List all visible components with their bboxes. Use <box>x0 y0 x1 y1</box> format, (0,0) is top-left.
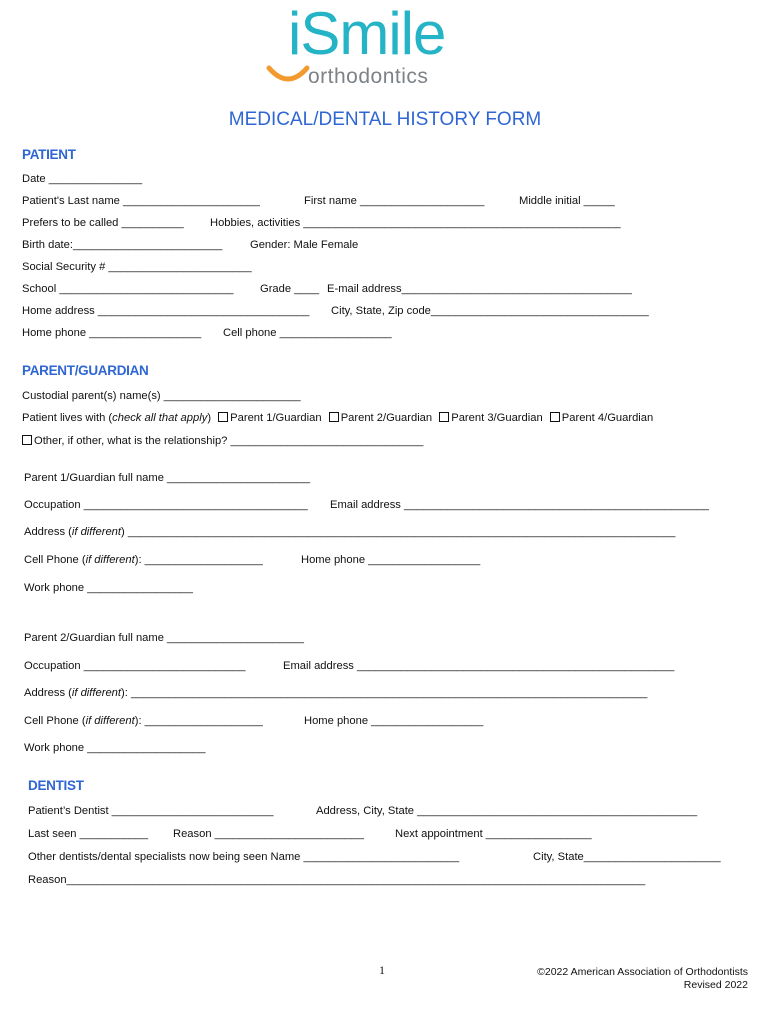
copyright-block <box>537 966 748 992</box>
parent2-name-field[interactable]: Parent 2/Guardian full name ______________________ <box>24 632 304 644</box>
parent2-work-phone-field[interactable]: Work phone ___________________ <box>24 742 206 754</box>
custodial-parent-field[interactable]: Custodial parent(s) name(s) ______________________ <box>22 390 301 402</box>
other-checkbox[interactable] <box>22 435 32 445</box>
lives-with-row <box>22 411 653 425</box>
hobbies-field[interactable]: Hobbies, activities ___________________________________________________ <box>210 217 621 229</box>
parent2-address-field[interactable] <box>24 686 647 700</box>
parent2-cell-field[interactable] <box>24 714 263 728</box>
cell-phone-field[interactable]: Cell phone __________________ <box>223 327 392 339</box>
email-field[interactable]: E-mail address_____________________________________ <box>327 283 632 295</box>
next-appointment-field[interactable]: Next appointment _________________ <box>395 828 592 840</box>
lives-with-label-end: ) <box>207 412 212 424</box>
parent-4-checkbox[interactable] <box>550 412 560 422</box>
other-relationship-row <box>22 434 423 448</box>
brand-logo-subtitle: orthodontics <box>308 65 429 88</box>
other-relationship-field[interactable]: Other, if other, what is the relationship? _______________________________ <box>34 435 424 447</box>
parent1-cell-field[interactable] <box>24 553 263 567</box>
parent1-address-hint: if different <box>71 526 122 538</box>
parent-3-option: Parent 3/Guardian <box>451 412 543 424</box>
first-name-field[interactable]: First name ____________________ <box>304 195 485 207</box>
school-field[interactable]: School ____________________________ <box>22 283 234 295</box>
parent2-cell-label: Cell Phone ( <box>24 715 86 727</box>
parent1-home-phone-field[interactable]: Home phone __________________ <box>301 554 481 566</box>
home-address-field[interactable]: Home address __________________________________ <box>22 305 310 317</box>
parent1-cell-hint: if different <box>85 554 135 566</box>
gender-field[interactable]: Gender: Male Female <box>250 239 359 251</box>
patients-dentist-field[interactable]: Patient’s Dentist __________________________ <box>28 805 274 817</box>
parent2-address-line: ): ___________________________________________________________________________________ <box>121 687 648 699</box>
parent-3-checkbox[interactable] <box>439 412 449 422</box>
revised-text: Revised 2022 <box>683 979 748 991</box>
parent1-cell-line: ): ___________________ <box>134 554 263 566</box>
prefers-called-field[interactable]: Prefers to be called __________ <box>22 217 184 229</box>
section-heading-dentist: DENTIST <box>28 778 84 793</box>
home-phone-field[interactable]: Home phone __________________ <box>22 327 202 339</box>
brand-logo-text: iSmile <box>288 0 446 67</box>
parent1-name-field[interactable]: Parent 1/Guardian full name _______________________ <box>24 472 311 484</box>
section-heading-guardian: PARENT/GUARDIAN <box>22 363 149 378</box>
parent2-occupation-field[interactable]: Occupation __________________________ <box>24 660 246 672</box>
dentist-address-field[interactable]: Address, City, State _____________________________________________ <box>316 805 698 817</box>
parent2-address-label: Address ( <box>24 687 72 699</box>
parent1-occupation-field[interactable]: Occupation ____________________________________ <box>24 499 308 511</box>
parent-2-option: Parent 2/Guardian <box>340 412 433 424</box>
parent2-email-field[interactable]: Email address ___________________________________________________ <box>283 660 675 672</box>
parent1-cell-label: Cell Phone ( <box>24 554 86 566</box>
last-name-field[interactable]: Patient's Last name ______________________ <box>22 195 260 207</box>
parent1-address-field[interactable] <box>24 525 675 539</box>
copyright-text: ©2022 American Association of Orthodontists <box>537 966 748 978</box>
parent2-address-hint: if different <box>71 687 122 699</box>
date-field[interactable]: Date _______________ <box>22 173 143 185</box>
birth-date-field[interactable]: Birth date:________________________ <box>22 239 223 251</box>
other-dentist-city-state-field[interactable]: City, State______________________ <box>533 851 721 863</box>
city-state-zip-field[interactable]: City, State, Zip code___________________________________ <box>331 305 649 317</box>
parent1-work-phone-field[interactable]: Work phone _________________ <box>24 582 193 594</box>
parent1-address-line: ) ________________________________________________________________________________________ <box>121 526 676 538</box>
parent-1-checkbox[interactable] <box>218 412 228 422</box>
middle-initial-field[interactable]: Middle initial _____ <box>519 195 615 207</box>
parent-1-option: Parent 1/Guardian <box>230 412 322 424</box>
lives-with-label: Patient lives with ( <box>22 412 113 424</box>
grade-field[interactable]: Grade ____ <box>260 283 320 295</box>
parent1-address-label: Address ( <box>24 526 72 538</box>
reason-field[interactable]: Reason ________________________ <box>173 828 364 840</box>
parent2-cell-line: ): ___________________ <box>134 715 263 727</box>
parent2-cell-hint: if different <box>85 715 135 727</box>
smile-logo-icon <box>266 64 310 86</box>
form-title: MEDICAL/DENTAL HISTORY FORM <box>228 109 542 130</box>
parent2-home-phone-field[interactable]: Home phone __________________ <box>304 715 484 727</box>
last-seen-field[interactable]: Last seen ___________ <box>28 828 149 840</box>
page-number: 1 <box>379 963 385 977</box>
ssn-field[interactable]: Social Security # _______________________ <box>22 261 252 273</box>
parent1-email-field[interactable]: Email address _________________________________________________ <box>330 499 709 511</box>
parent-2-checkbox[interactable] <box>329 412 339 422</box>
section-heading-patient: PATIENT <box>22 147 76 162</box>
parent-4-option: Parent 4/Guardian <box>561 412 654 424</box>
other-dentists-field[interactable]: Other dentists/dental specialists now being seen Name _________________________ <box>28 851 460 863</box>
dentist-reason-line-field[interactable]: Reason_____________________________________________________________________________________________ <box>28 874 646 886</box>
lives-with-hint: check all that apply <box>112 412 208 424</box>
